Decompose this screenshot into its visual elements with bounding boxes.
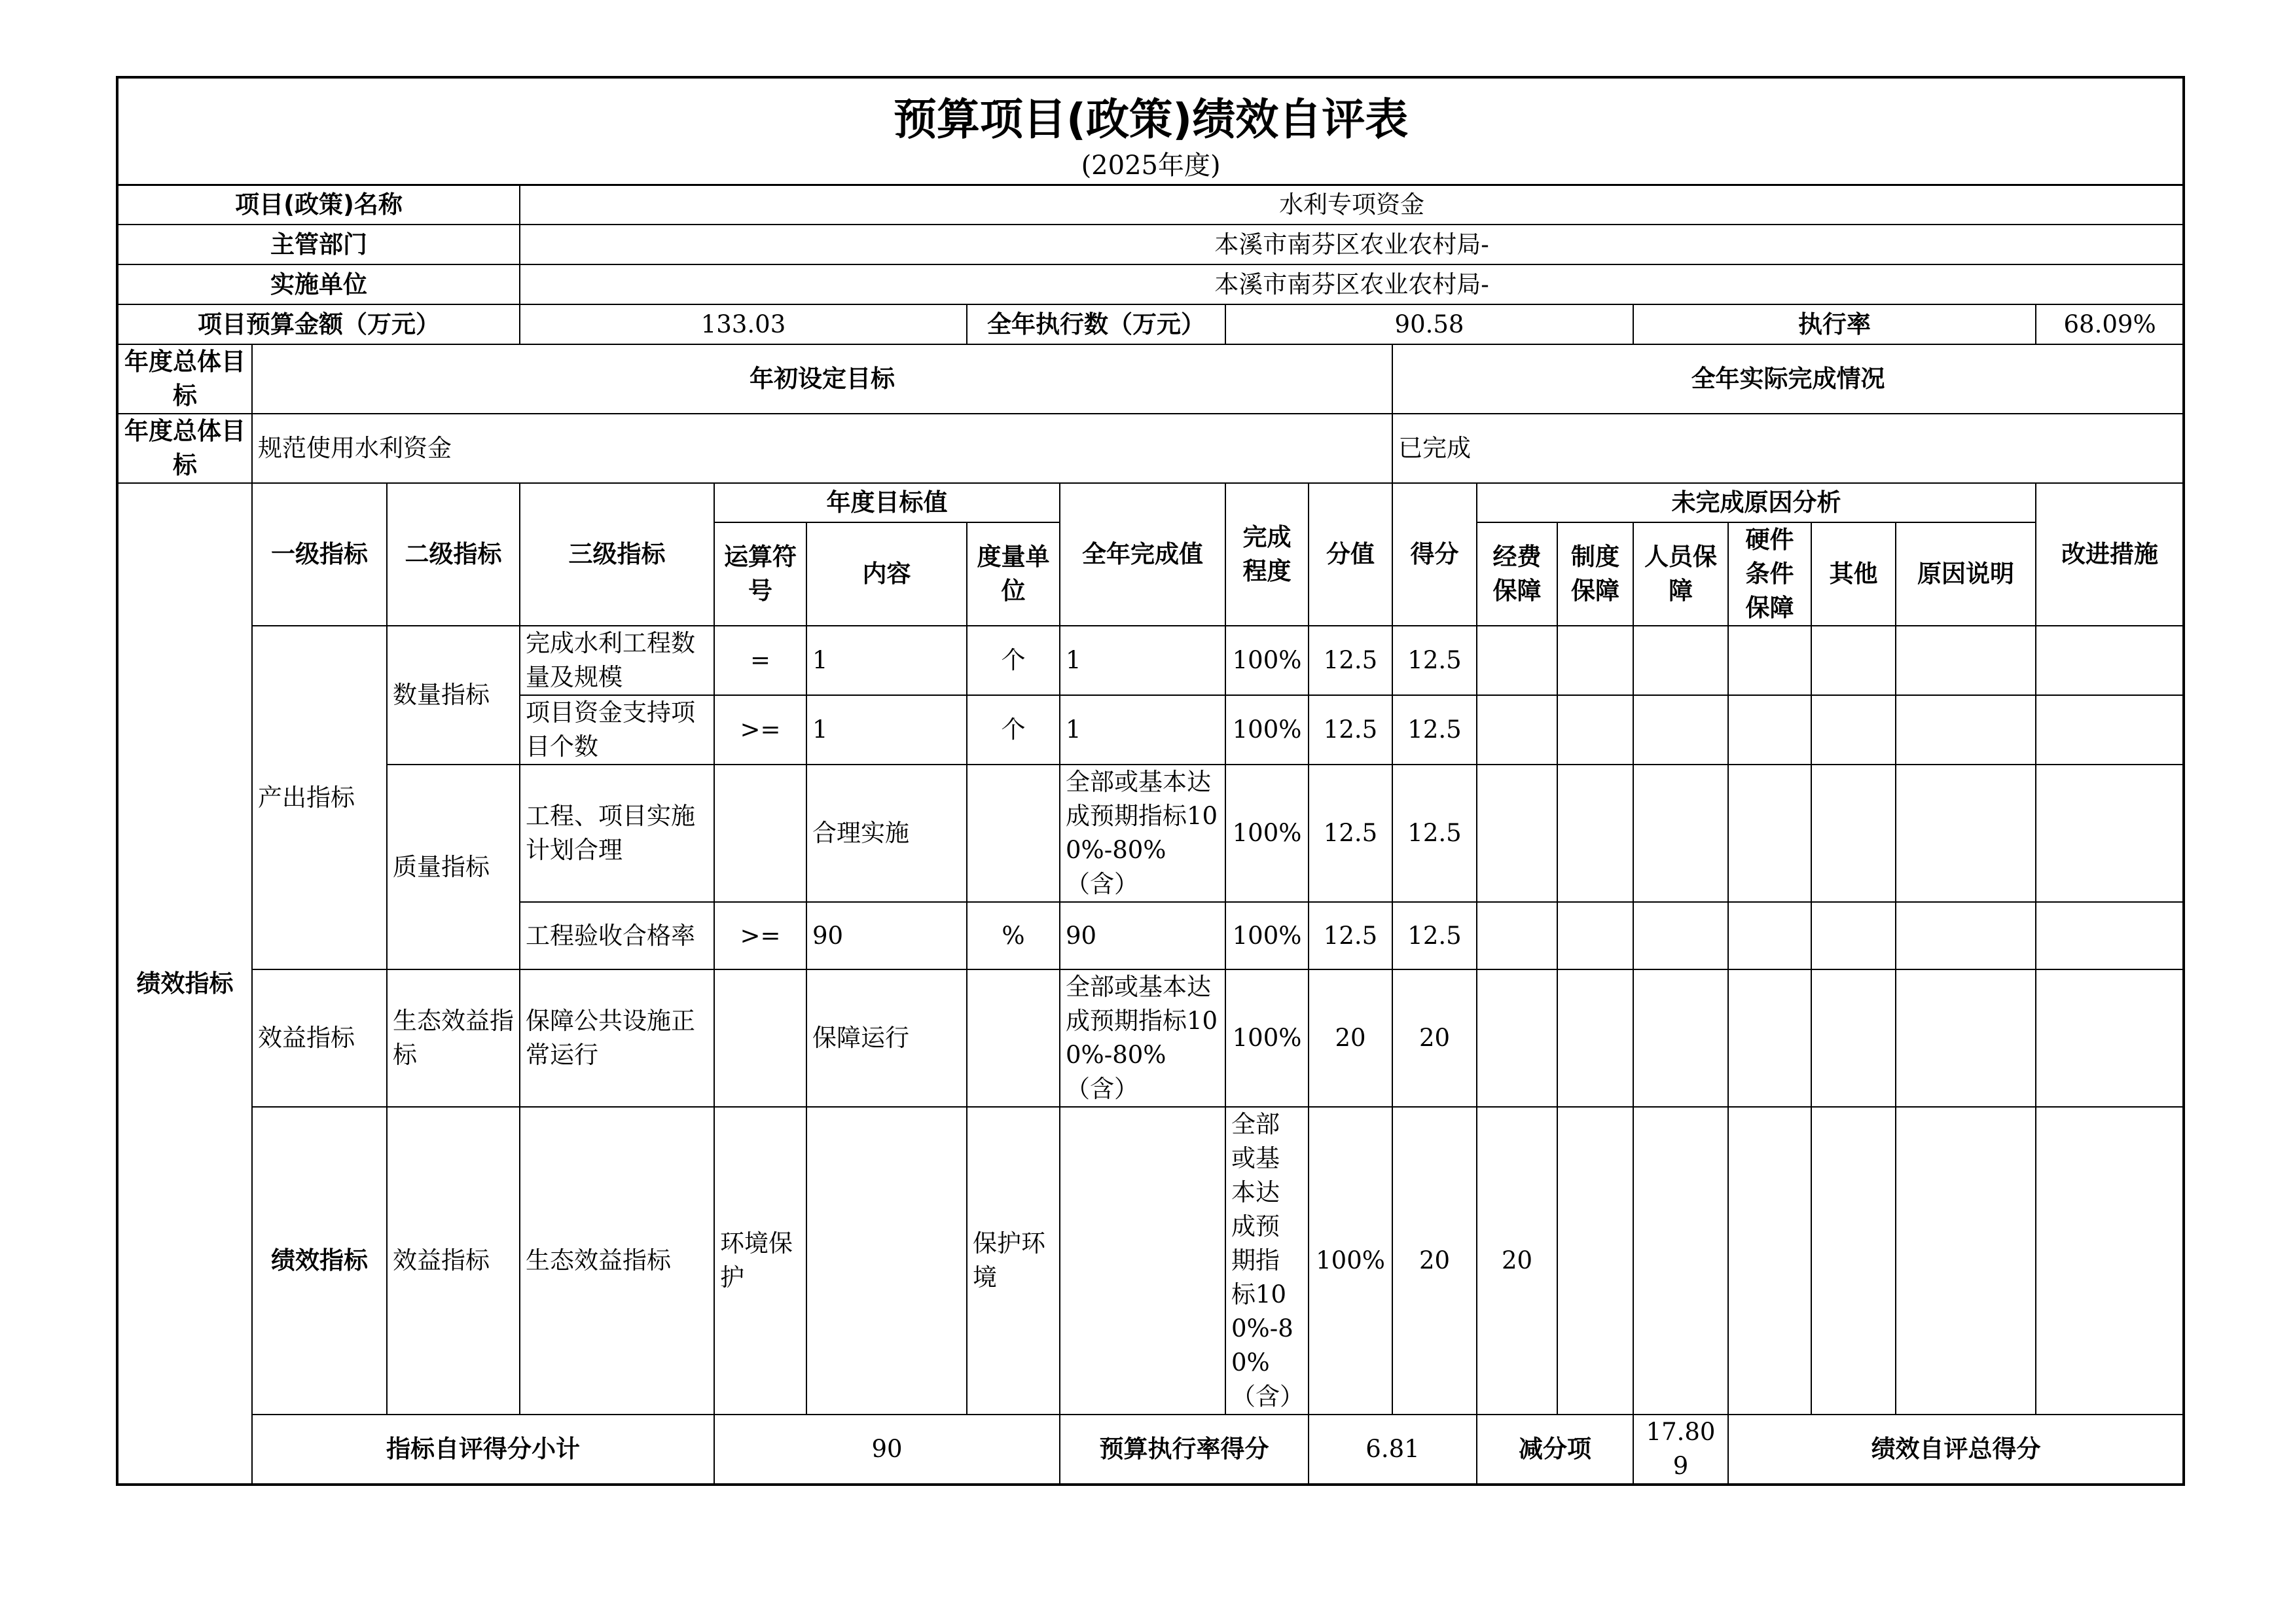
empty-cell <box>1557 626 1633 695</box>
row-score: 12.5 <box>1392 765 1477 902</box>
row-content: 保护环境 <box>967 1107 1060 1415</box>
header-level1: 一级指标 <box>252 483 387 626</box>
row-points: 20 <box>1392 1107 1477 1415</box>
unit-value: 本溪市南芬区农业农村局- <box>520 264 2184 304</box>
empty-cell <box>1811 1107 1896 1415</box>
subtotal-value: 90 <box>714 1415 1060 1485</box>
empty-cell <box>1477 695 1557 765</box>
row-op: = <box>714 626 806 695</box>
header-points: 分值 <box>1309 483 1392 626</box>
header-improve: 改进措施 <box>2036 483 2184 626</box>
header-reason-fund: 经费保障 <box>1477 522 1557 626</box>
header-content: 内容 <box>806 522 967 626</box>
empty-cell <box>1477 902 1557 969</box>
unit-label: 实施单位 <box>117 264 520 304</box>
section-label-1: 绩效指标 <box>117 483 252 1485</box>
row-degree: 100% <box>1225 695 1309 765</box>
header-score: 得分 <box>1392 483 1477 626</box>
row-unit: 个 <box>967 695 1060 765</box>
row-l2: 质量指标 <box>387 765 520 969</box>
subtotal-label: 指标自评得分小计 <box>252 1415 714 1485</box>
goal-actual-header: 全年实际完成情况 <box>1392 344 2184 414</box>
row-actual: 全部或基本达成预期指标100%-80%（含） <box>1060 765 1225 902</box>
header-reason-other: 其他 <box>1811 522 1896 626</box>
row-points: 12.5 <box>1309 902 1392 969</box>
empty-cell <box>1477 626 1557 695</box>
empty-cell <box>2036 695 2184 765</box>
row-l3: 工程验收合格率 <box>520 902 714 969</box>
row-unit: % <box>967 902 1060 969</box>
empty-cell <box>1728 695 1811 765</box>
empty-cell <box>1728 969 1811 1107</box>
row-actual: 1 <box>1060 626 1225 695</box>
row-degree: 100% <box>1225 626 1309 695</box>
empty-cell <box>1896 695 2036 765</box>
row-score: 20 <box>1477 1107 1557 1415</box>
rate-label: 执行率 <box>1633 304 2036 344</box>
project-name-value: 水利专项资金 <box>520 185 2184 225</box>
empty-cell <box>1557 1107 1633 1415</box>
row-l2: 生态效益指标 <box>387 969 520 1107</box>
table-row <box>117 626 2184 695</box>
header-op: 运算符号 <box>714 522 806 626</box>
goal-actual-value: 已完成 <box>1392 414 2184 483</box>
empty-cell <box>1557 902 1633 969</box>
table-row <box>117 969 2184 1107</box>
row-l1: 产出指标 <box>252 626 387 969</box>
empty-cell <box>1477 765 1557 902</box>
rate-value: 68.09% <box>2036 304 2184 344</box>
header-level3: 三级指标 <box>520 483 714 626</box>
goal-label-2: 年度总体目标 <box>117 414 252 483</box>
row-actual: 90 <box>1060 902 1225 969</box>
empty-cell <box>1811 902 1896 969</box>
row-degree: 100% <box>1225 765 1309 902</box>
project-name-label: 项目(政策)名称 <box>117 185 520 225</box>
header-reason-staff: 人员保障 <box>1633 522 1728 626</box>
row-content: 1 <box>806 626 967 695</box>
empty-cell <box>1633 1107 1728 1415</box>
row-unit <box>967 969 1060 1107</box>
row-op <box>714 765 806 902</box>
budget-score-label: 预算执行率得分 <box>1060 1415 1309 1485</box>
empty-cell <box>1811 765 1896 902</box>
section-label-2: 绩效指标 <box>252 1107 387 1415</box>
row-l1: 效益指标 <box>387 1107 520 1415</box>
empty-cell <box>1896 969 2036 1107</box>
table-row <box>117 1107 2184 1415</box>
header-unit: 度量单位 <box>967 522 1060 626</box>
row-actual: 1 <box>1060 695 1225 765</box>
empty-cell <box>1633 969 1728 1107</box>
row-l2: 生态效益指标 <box>520 1107 714 1415</box>
empty-cell <box>1896 1107 2036 1415</box>
empty-cell <box>2036 969 2184 1107</box>
empty-cell <box>2036 626 2184 695</box>
empty-cell <box>1728 1107 1811 1415</box>
row-unit <box>1060 1107 1225 1415</box>
goal-initial-value: 规范使用水利资金 <box>252 414 1392 483</box>
empty-cell <box>1811 969 1896 1107</box>
year-subtitle: (2025年度) <box>1081 151 1221 181</box>
self-evaluation-table <box>116 76 2185 1486</box>
empty-cell <box>1557 969 1633 1107</box>
row-score: 20 <box>1392 969 1477 1107</box>
empty-cell <box>1477 969 1557 1107</box>
exec-value: 90.58 <box>1225 304 1633 344</box>
goal-initial-header: 年初设定目标 <box>252 344 1392 414</box>
row-degree: 100% <box>1225 969 1309 1107</box>
row-degree: 100% <box>1225 902 1309 969</box>
row-actual: 全部或基本达成预期指标100%-80%（含） <box>1225 1107 1309 1415</box>
empty-cell <box>1633 695 1728 765</box>
row-l3: 项目资金支持项目个数 <box>520 695 714 765</box>
goal-label: 年度总体目标 <box>117 344 252 414</box>
row-unit <box>967 765 1060 902</box>
row-content: 保障运行 <box>806 969 967 1107</box>
row-score: 12.5 <box>1392 695 1477 765</box>
row-content: 合理实施 <box>806 765 967 902</box>
empty-cell <box>1633 626 1728 695</box>
empty-cell <box>1633 902 1728 969</box>
row-score: 12.5 <box>1392 626 1477 695</box>
row-degree: 100% <box>1309 1107 1392 1415</box>
empty-cell <box>1811 626 1896 695</box>
row-unit: 个 <box>967 626 1060 695</box>
empty-cell <box>2036 902 2184 969</box>
dept-label: 主管部门 <box>117 225 520 264</box>
budget-label: 项目预算金额（万元） <box>117 304 520 344</box>
empty-cell <box>1896 902 2036 969</box>
row-op <box>806 1107 967 1415</box>
row-points: 12.5 <box>1309 695 1392 765</box>
empty-cell <box>1728 902 1811 969</box>
deduct-value: 17.809 <box>1633 1415 1728 1485</box>
deduct-label: 减分项 <box>1477 1415 1633 1485</box>
header-level2: 二级指标 <box>387 483 520 626</box>
row-l3: 环境保护 <box>714 1107 806 1415</box>
row-points: 20 <box>1309 969 1392 1107</box>
row-score: 12.5 <box>1392 902 1477 969</box>
empty-cell <box>1811 695 1896 765</box>
row-content: 1 <box>806 695 967 765</box>
row-points: 12.5 <box>1309 626 1392 695</box>
exec-label: 全年执行数（万元） <box>967 304 1225 344</box>
total-label: 绩效自评总得分 <box>1728 1415 2184 1485</box>
empty-cell <box>1633 765 1728 902</box>
row-l3: 工程、项目实施计划合理 <box>520 765 714 902</box>
empty-cell <box>2036 1107 2184 1415</box>
header-degree: 完成程度 <box>1225 483 1309 626</box>
row-l2: 数量指标 <box>387 626 520 765</box>
header-reason-system: 制度保障 <box>1557 522 1633 626</box>
header-reason-hardware: 硬件条件保障 <box>1728 522 1811 626</box>
row-l1: 效益指标 <box>252 969 387 1107</box>
page-title: 预算项目(政策)绩效自评表 <box>893 94 1409 145</box>
empty-cell <box>1557 695 1633 765</box>
budget-score-value: 6.81 <box>1309 1415 1477 1485</box>
header-reason-desc: 原因说明 <box>1896 522 2036 626</box>
row-l3: 保障公共设施正常运行 <box>520 969 714 1107</box>
empty-cell <box>1557 765 1633 902</box>
empty-cell <box>1896 626 2036 695</box>
empty-cell <box>1728 765 1811 902</box>
header-actual: 全年完成值 <box>1060 483 1225 626</box>
empty-cell <box>1896 765 2036 902</box>
row-content: 90 <box>806 902 967 969</box>
empty-cell <box>2036 765 2184 902</box>
row-points: 12.5 <box>1309 765 1392 902</box>
row-l3: 完成水利工程数量及规模 <box>520 626 714 695</box>
row-op: >= <box>714 902 806 969</box>
table-row <box>117 765 2184 902</box>
empty-cell <box>1728 626 1811 695</box>
budget-value: 133.03 <box>520 304 967 344</box>
dept-value: 本溪市南芬区农业农村局- <box>520 225 2184 264</box>
row-actual: 全部或基本达成预期指标100%-80%（含） <box>1060 969 1225 1107</box>
row-op <box>714 969 806 1107</box>
header-target-group: 年度目标值 <box>714 483 1060 522</box>
row-op: >= <box>714 695 806 765</box>
title-block <box>117 77 2184 185</box>
header-reason-group: 未完成原因分析 <box>1477 483 2036 522</box>
